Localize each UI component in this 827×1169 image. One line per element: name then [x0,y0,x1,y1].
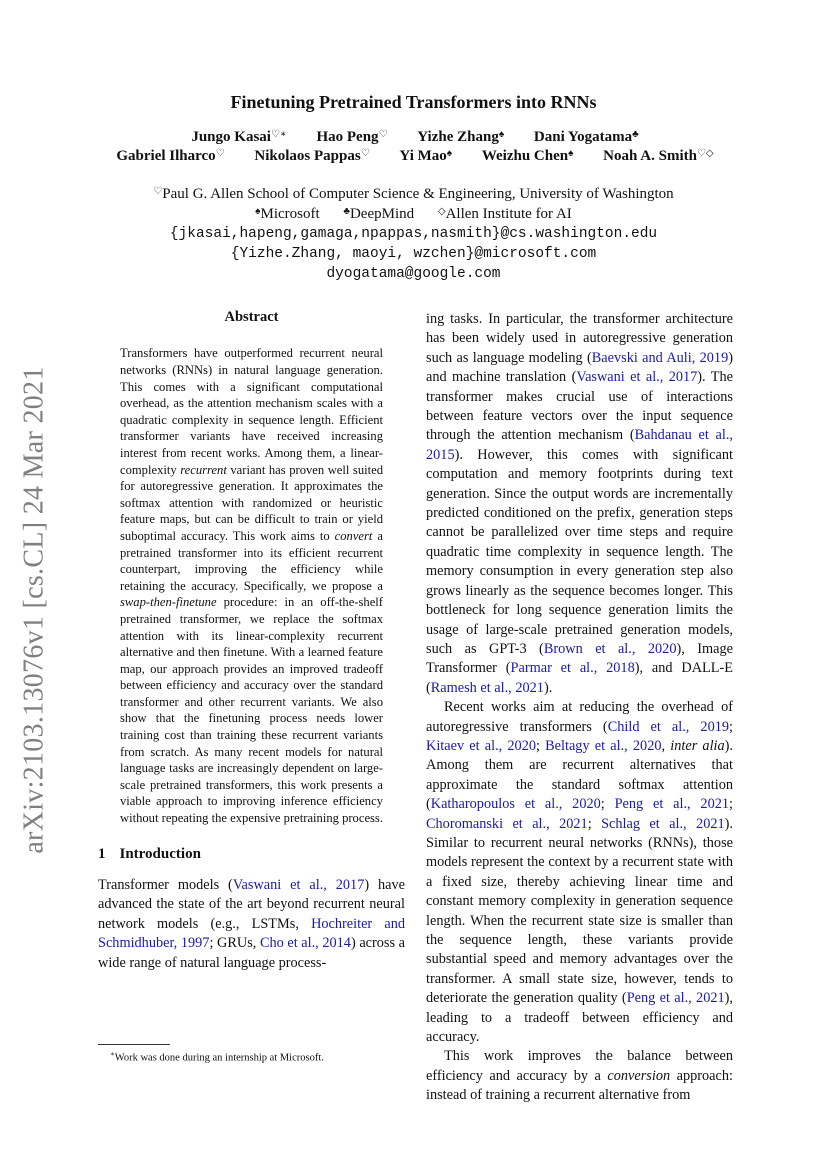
affiliations [0,184,827,284]
left-column [98,308,405,973]
author: Hao Peng♡ [316,129,388,145]
citation-link[interactable]: Vaswani et al., 2017 [232,877,365,894]
citation-link[interactable]: Bahdanau et al., 2015 [426,427,733,463]
citation-link[interactable]: Schlag et al., 2021 [601,815,725,832]
author: Gabriel Ilharco♡ [116,148,225,164]
section-heading-introduction: 1 Introduction [98,845,201,862]
citation-link[interactable]: Beltagy et al., 2020 [545,737,662,754]
author: Nikolaos Pappas♡ [254,148,370,164]
author: Yizhe Zhang♠ [417,129,505,145]
affiliation-ai2: ◇Allen Institute for AI [437,206,572,222]
paper-title: Finetuning Pretrained Transformers into RNNs [230,92,597,112]
author-row-2 [60,147,770,166]
citation-link[interactable]: Choromanski et al., 2021 [426,815,588,832]
body-paragraph: Recent works aim at reducing the overhead of autoregressive transformers (Child et al., 2019; Kitaev et al., 2020; Beltagy et al., 2020, inter alia). Among them are recurrent alternatives that approximate the standard softmax attention (Katharopoulos et al., 2020; Peng et al., 2021; Choromanski et al., 2021; Schlag et al., 2021). Similar to recurrent neural networks (RNNs), those models represent the context by a recurrent state with a fixed size, thereby achieving linear time and constant memory complexity in generation sequence length. When the recurrent state size is smaller than the sequence length, these variants provide substantial speed and memory advantages over the transformer. A small state size, however, tends to deteriorate the generation quality (Peng et al., 2021), leading to a tradeoff between efficiency and accuracy. [426,699,734,1046]
citation-link[interactable]: Parmar et al., 2018 [510,660,635,677]
citation-link[interactable]: Cho et al., 2014 [259,935,351,952]
citation-link[interactable]: Baevski and Auli, 2019 [591,349,729,366]
email-line: dyogatama@google.com [326,266,501,282]
author: Noah A. Smith♡◇ [603,148,714,164]
abstract-text: Transformers have outperformed recurrent neural networks (RNNs) in natural language generation. This comes with a significant computational overhead, as the attention mechanism scales with a quadratic complexity in sequence length. Efficient transformer variants have received increasing interest from recent works. Among them, a linear-complexity recurrent variant has proven well suited for autoregressive generation. It approximates the softmax attention with randomized or heuristic feature maps, but can be difficult to train or yield suboptimal accuracy. This work aims to convert a pretrained transformer into its efficient recurrent counterpart, improving the efficiency while retaining the accuracy. Specifically, we propose a swap-then-finetune procedure: in an off-the-shelf pretrained transformer, we replace the softmax attention with its linear-complexity recurrent alternative and then finetune. With a learned feature map, our approach provides an improved tradeoff between efficiency and accuracy over the standard transformer and other recurrent variants. We also show that the finetuning process needs lower training cost than training these recurrent variants from scratch. As many recent models for natural language tasks are increasingly dependent on large-scale pretrained transformers, this work presents a viable approach to improving inference efficiency without repeating the expensive pretraining process. [120,346,384,826]
citation-link[interactable]: Child et al., 2019 [607,718,730,735]
arxiv-identifier: arXiv:2103.13076v1 [cs.CL] 24 Mar 2021 [19,366,50,854]
citation-link[interactable]: Ramesh et al., 2021 [430,679,544,696]
citation-link[interactable]: Hochreiter and Schmidhuber, 1997 [98,915,405,952]
citation-link[interactable]: Brown et al., 2020 [543,640,677,657]
author: Weizhu Chen♠ [481,148,574,164]
abstract-heading: Abstract [224,309,279,325]
citation-link[interactable]: Vaswani et al., 2017 [576,369,698,386]
affiliation-microsoft: ♠Microsoft [255,206,320,222]
citation-link[interactable]: Kitaev et al., 2020 [426,737,536,754]
citation-link[interactable]: Peng et al., 2021 [626,990,725,1007]
footnote-divider [98,1044,170,1045]
author: Dani Yogatama♣ [533,129,639,145]
author: Jungo Kasai♡∗ [191,129,287,145]
body-paragraph: ing tasks. In particular, the transformer architecture has been widely used in autoregressive generation such as language modeling (Baevski and Auli, 2019) and machine translation (Vaswani et al., 2017). The transformer makes crucial use of interactions between feature vectors over the input sequence through the attention mechanism (Bahdanau et al., 2015). However, this comes with significant computation and memory footprints during text generation. Since the output words are incrementally predicted conditioned on the prefix, generation steps cannot be parallelized over time steps and require quadratic time complexity in sequence length. The memory consumption in every generation step also grows linearly as the sequence becomes longer. This bottleneck for long sequence generation limits the usage of large-scale pretrained generation models, such as GPT-3 (Brown et al., 2020), Image Transformer (Parmar et al., 2018), and DALL-E (Ramesh et al., 2021). [426,311,733,696]
citation-link[interactable]: Peng et al., 2021 [614,796,730,813]
author: Yi Mao♠ [399,148,453,164]
affiliation-deepmind: ♣DeepMind [343,206,415,222]
affiliation-row [0,204,827,224]
affiliation-uw: ♡Paul G. Allen School of Computer Science & Engineering, University of Washington [153,186,674,202]
footnote: ∗Work was done during an internship at Microsoft. [110,1050,324,1064]
author-list [60,128,770,166]
intro-paragraph: Transformer models (Vaswani et al., 2017) have advanced the state of the art beyond recurrent neural network models (e.g., LSTMs, Hochreiter and Schmidhuber, 1997; GRUs, Cho et al., 2014) across a wide range of natural language process- [98,877,405,971]
citation-link[interactable]: Katharopoulos et al., 2020 [430,796,601,813]
author-row-1 [60,128,770,147]
email-line: {Yizhe.Zhang, maoyi, wzchen}@microsoft.com [230,246,597,262]
email-line: {jkasai,hapeng,gamaga,npappas,nasmith}@cs.washington.edu [169,226,658,242]
right-column [426,310,733,1106]
body-paragraph: This work improves the balance between efficiency and accuracy by a conversion approach: instead of training a recurrent alternative from [426,1048,733,1104]
